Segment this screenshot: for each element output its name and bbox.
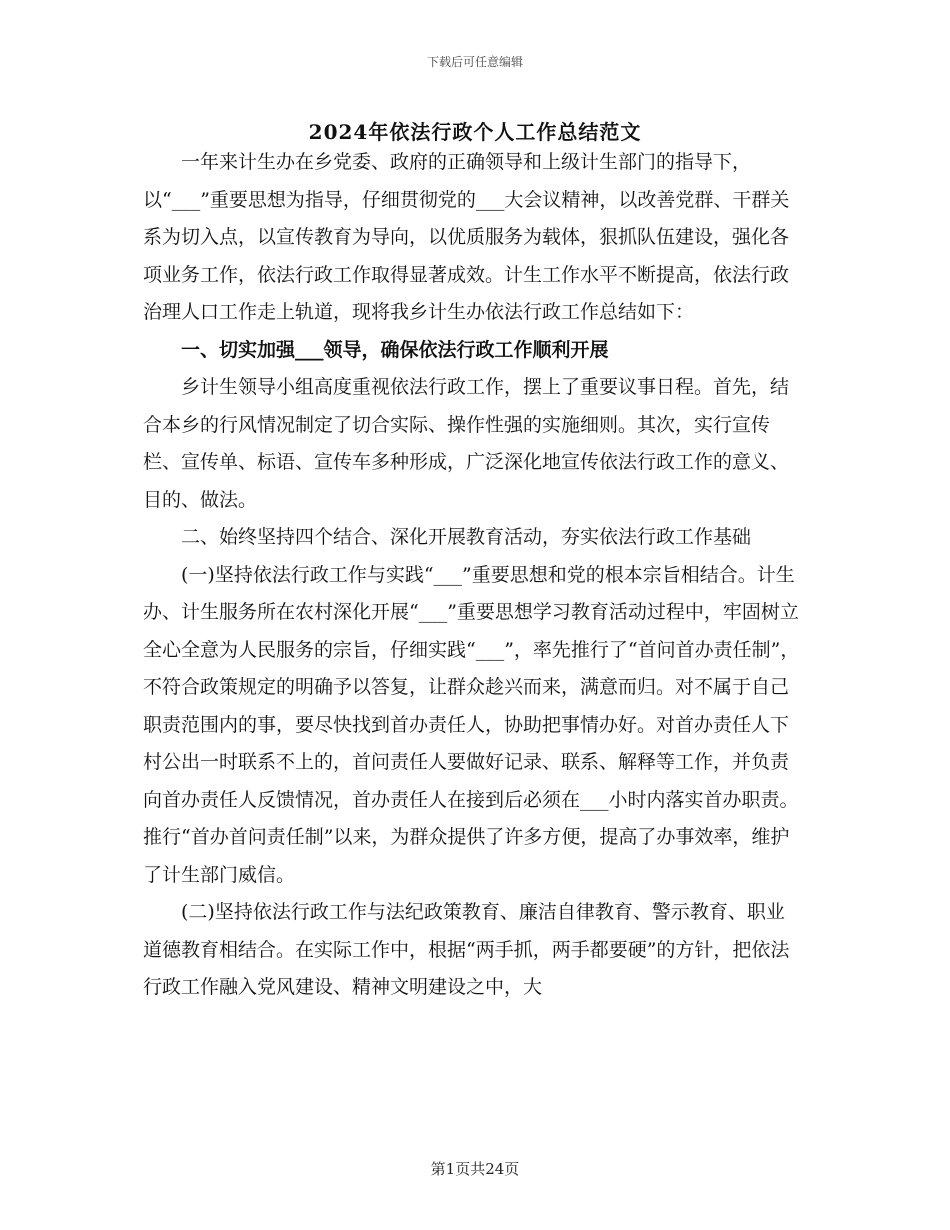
page-number: 第1页共24页: [430, 1160, 520, 1178]
paragraph-section-1: 乡计生领导小组高度重视依法行政工作，摆上了重要议事日程。首先，结合本乡的行风情况制定了切合实际、操作性强的实施细则。其次，实行宣传栏、宣传单、标语、宣传车多种形成，广泛深化地宣传依法行政工作的意义、目的、做法。: [143, 376, 790, 511]
paragraph-subsection-2: (二)坚持依法行政工作与法纪政策教育、廉洁自律教育、警示教育、职业道德教育相结合。在实际工作中，根据“两手抓，两手都要硬”的方针，把依法行政工作融入党风建设、精神文明建设之中，大: [143, 901, 790, 998]
paragraph-intro: 一年来计生办在乡党委、政府的正确领导和上级计生部门的指导下，以“___”重要思想为指导，仔细贯彻党的___大会议精神，以改善党群、干群关系为切入点，以宣传教育为导向，以优质服务为载体，狠抓队伍建设，强化各项业务工作，依法行政工作取得显著成效。计生工作水平不断提高，依法行政治理人口工作走上轨道，现将我乡计生办依法行政工作总结如下：: [143, 151, 790, 323]
document-body: [143, 144, 803, 1007]
section-heading-2: 二、始终坚持四个结合、深化开展教育活动，夯实依法行政工作基础: [181, 526, 752, 548]
paragraph-subsection-1: (一)坚持依法行政工作与实践“___”重要思想和党的根本宗旨相结合。计生办、计生服务所在农村深化开展“___”重要思想学习教育活动过程中，牢固树立全心全意为人民服务的宗旨，仔细实践“___”，率先推行了“首问首办责任制”，不符合政策规定的明确予以答复，让群众趁兴而来，满意而归。对不属于自己职责范围内的事，要尽快找到首办责任人，协助把事情办好。对首办责任人下村公出一时联系不上的，首问责任人要做好记录、联系、解释等工作，并负责向首办责任人反馈情况，首办责任人在接到后必须在___小时内落实首办职责。推行“首办首问责任制”以来，为群众提供了许多方便，提高了办事效率，维护了计生部门威信。: [143, 563, 800, 886]
document-title: 2024年依法行政个人工作总结范文: [308, 120, 642, 144]
header-note: 下载后可任意编辑: [426, 55, 523, 69]
section-heading-1: 一、切实加强___领导，确保依法行政工作顺利开展: [181, 338, 609, 361]
